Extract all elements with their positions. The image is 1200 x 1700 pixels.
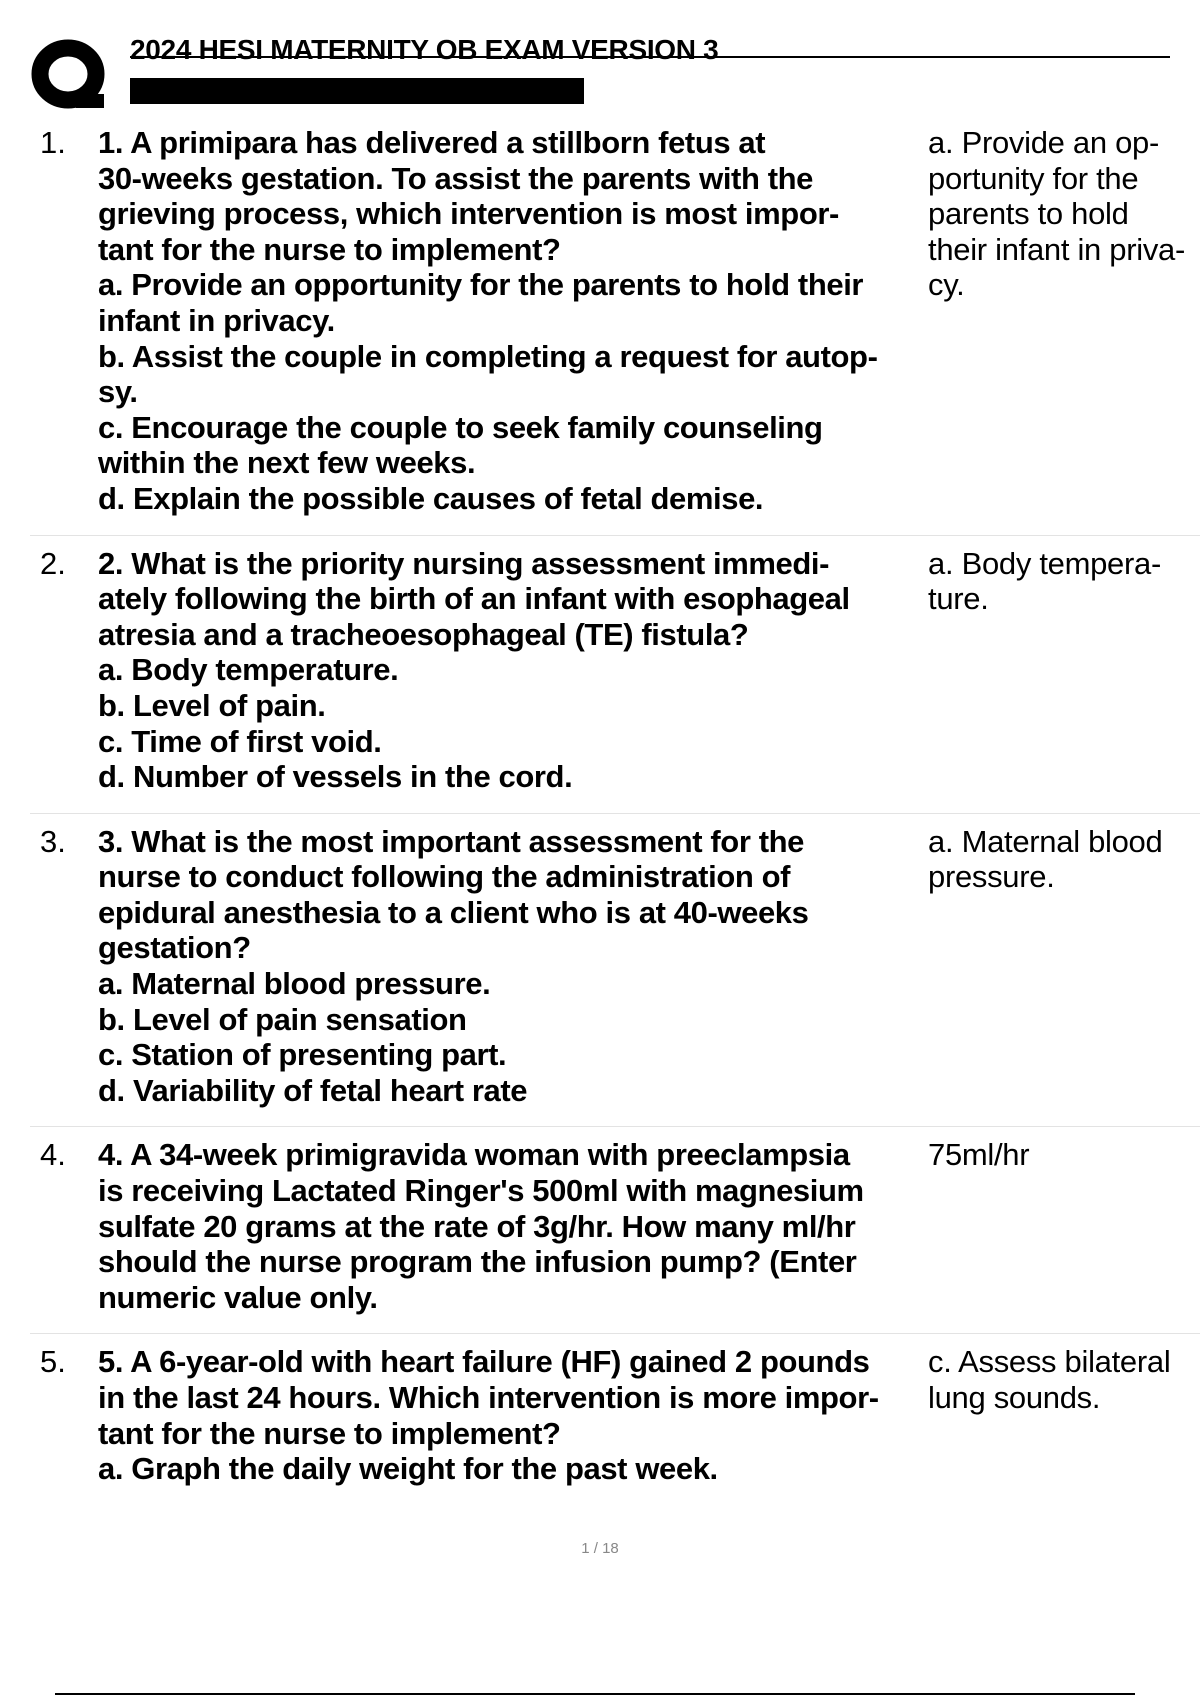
question-line: a. Graph the daily weight for the past week. — [98, 1451, 718, 1487]
page-indicator: 1 / 18 — [581, 1540, 619, 1557]
question-line: infant in privacy. — [98, 302, 335, 338]
question-line: b. Level of pain sensation — [98, 1001, 467, 1037]
question-line: in the last 24 hours. Which intervention is more impor- — [98, 1380, 879, 1415]
question-line: 2. What is the priority nursing assessment immedi- — [98, 545, 830, 581]
question-line: sy. — [98, 374, 138, 410]
question-text — [98, 125, 922, 517]
question-line: a. Provide an opportunity for the parents to hold their — [98, 267, 864, 303]
question-line: c. Station of presenting part. — [98, 1037, 507, 1073]
question-line: grieving process, which intervention is most impor- — [98, 196, 839, 232]
document-title: 2024 HESI MATERNITY OB EXAM VERSION 3 — [130, 34, 719, 65]
question-number: 4. — [40, 1137, 66, 1173]
footer-rule — [55, 1693, 1135, 1695]
answer-line: 75ml/hr — [928, 1137, 1030, 1173]
answer-line: portunity for the — [928, 160, 1139, 196]
question-line: b. Assist the couple in completing a request for autop- — [98, 338, 878, 374]
answer-line: pressure. — [928, 859, 1055, 895]
document-header — [30, 30, 1140, 110]
question-number: 2. — [40, 545, 66, 581]
answer-line: parents to hold — [928, 196, 1129, 232]
answer-line: cy. — [928, 267, 965, 303]
question-line: c. Time of first void. — [98, 723, 382, 759]
question-line: numeric value only. — [98, 1279, 378, 1315]
question-line: epidural anesthesia to a client who is at 40-weeks — [98, 894, 809, 930]
question-list — [30, 115, 1200, 1505]
question-line: gestation? — [98, 930, 251, 966]
question-line: c. Encourage the couple to seek family counseling — [98, 409, 823, 445]
question-line: 30-weeks gestation. To assist the parents with the — [98, 160, 814, 196]
answer-text — [922, 824, 1188, 1109]
question-number: 5. — [40, 1344, 66, 1380]
logo-q-icon — [30, 36, 110, 112]
question-line: a. Maternal blood pressure. — [98, 966, 491, 1002]
question-text — [98, 824, 922, 1109]
question-line: should the nurse program the infusion pump? (Enter — [98, 1244, 857, 1280]
question-line: b. Level of pain. — [98, 687, 326, 723]
question-number: 3. — [40, 823, 66, 859]
answer-text — [922, 546, 1188, 795]
question-row — [30, 115, 1200, 535]
question-line: d. Number of vessels in the cord. — [98, 759, 573, 795]
question-line: sulfate 20 grams at the rate of 3g/hr. How many ml/hr — [98, 1208, 856, 1244]
question-text — [98, 1344, 922, 1486]
question-line: d. Explain the possible causes of fetal demise. — [98, 480, 764, 516]
answer-line: a. Provide an op- — [928, 125, 1159, 160]
answer-line: ture. — [928, 581, 989, 617]
question-line: a. Body temperature. — [98, 652, 399, 688]
redacted-bar — [130, 78, 584, 104]
question-line: 1. A primipara has delivered a stillborn fetus at — [98, 125, 766, 160]
question-line: nurse to conduct following the administration of — [98, 859, 791, 895]
answer-text — [922, 125, 1188, 517]
answer-text — [922, 1137, 1188, 1315]
question-line: d. Variability of fetal heart rate — [98, 1072, 528, 1108]
question-text — [98, 1137, 922, 1315]
answer-line: a. Maternal blood — [928, 823, 1163, 859]
answer-line: c. Assess bilateral — [928, 1344, 1171, 1380]
answer-line: a. Body tempera- — [928, 545, 1161, 581]
question-number: 1. — [40, 125, 66, 160]
question-text — [98, 546, 922, 795]
question-line: 4. A 34-week primigravida woman with preeclampsia — [98, 1137, 850, 1173]
question-line: tant for the nurse to implement? — [98, 1415, 561, 1451]
question-line: ately following the birth of an infant with esophageal — [98, 581, 850, 617]
question-line: within the next few weeks. — [98, 445, 476, 481]
question-row — [30, 1333, 1200, 1504]
question-row — [30, 535, 1200, 813]
question-row — [30, 813, 1200, 1127]
question-line: atresia and a tracheoesophageal (TE) fistula? — [98, 616, 749, 652]
question-line: 3. What is the most important assessment for the — [98, 823, 805, 859]
answer-text — [922, 1344, 1188, 1486]
question-row — [30, 1126, 1200, 1333]
answer-line: their infant in priva- — [928, 231, 1186, 267]
question-line: is receiving Lactated Ringer's 500ml with magnesium — [98, 1173, 864, 1209]
answer-line: lung sounds. — [928, 1380, 1101, 1415]
question-line: 5. A 6-year-old with heart failure (HF) gained 2 pounds — [98, 1344, 870, 1380]
question-line: tant for the nurse to implement? — [98, 231, 561, 267]
